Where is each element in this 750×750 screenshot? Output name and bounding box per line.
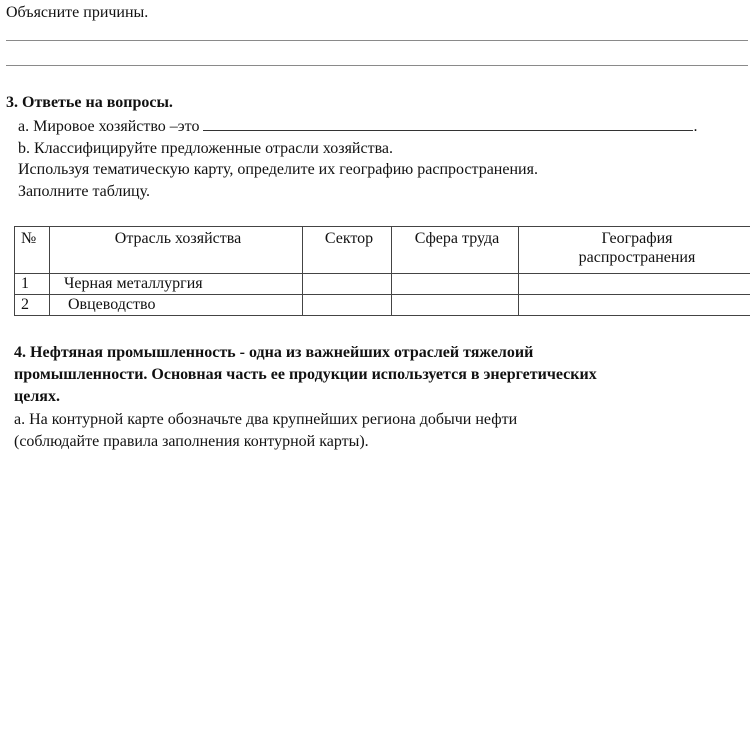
- row-geography-cell[interactable]: [519, 274, 750, 295]
- row-sector-cell[interactable]: [303, 274, 392, 295]
- q3-a-blank[interactable]: [203, 116, 693, 131]
- q4-a-line2: (соблюдайте правила заполнения контурной карты).: [14, 433, 369, 450]
- q4-heading-line2: промышленности. Основная часть ее продукции используется в энергетических: [14, 366, 597, 383]
- row-sector-cell[interactable]: [303, 295, 392, 316]
- q3-b-text: b. Классифицируйте предложенные отрасли хозяйства.: [18, 140, 394, 157]
- row-branch: Овцеводство: [50, 295, 303, 316]
- row-num: 2: [15, 295, 50, 316]
- header-num: №: [15, 227, 50, 274]
- q3-instruction-1: Используя тематическую карту, определите их географию распространения.: [18, 161, 538, 178]
- header-labor: Сфера труда: [392, 227, 519, 274]
- header-geography: [519, 227, 750, 274]
- table-row: [15, 274, 750, 295]
- q3-a-end: .: [693, 118, 698, 135]
- explain-text: Объясните причины.: [6, 4, 149, 21]
- q3-heading: 3. Ответье на вопросы.: [6, 94, 173, 111]
- header-geography-line1: География: [601, 230, 673, 247]
- q4-a-line1: a. На контурной карте обозначьте два крупнейших региона добычи нефти: [14, 411, 518, 428]
- row-geography-cell[interactable]: [519, 295, 750, 316]
- row-labor-cell[interactable]: [392, 274, 519, 295]
- table-header-row: [15, 227, 750, 274]
- q3-instruction-2: Заполните таблицу.: [18, 183, 150, 200]
- classification-table: [14, 226, 750, 316]
- q3-a-text: a. Мировое хозяйство –это: [18, 118, 200, 135]
- q4-heading-line1: 4. Нефтяная промышленность - одна из важнейших отраслей тяжелоий: [14, 344, 534, 361]
- q4-heading-line3: целях.: [14, 388, 60, 405]
- header-geography-line2: распространения: [578, 249, 696, 267]
- answer-line-1: [6, 40, 748, 41]
- row-num: 1: [15, 274, 50, 295]
- q3-a-line: [18, 116, 697, 136]
- header-sector: Сектор: [303, 227, 392, 274]
- answer-line-2: [6, 65, 748, 66]
- row-branch: Черная металлургия: [50, 274, 303, 295]
- table-row: [15, 295, 750, 316]
- header-branch: Отрасль хозяйства: [50, 227, 303, 274]
- row-labor-cell[interactable]: [392, 295, 519, 316]
